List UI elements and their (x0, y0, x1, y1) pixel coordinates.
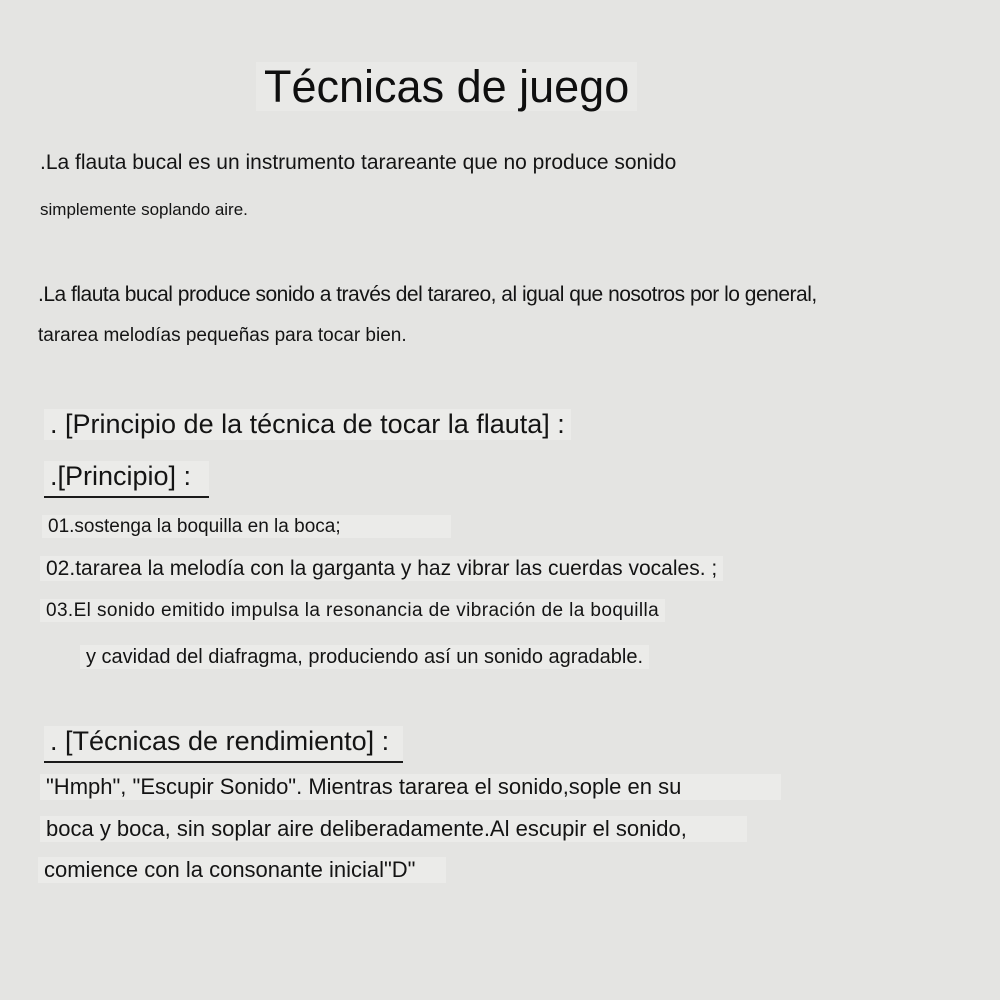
performance-section-heading: . [Técnicas de rendimiento] : (44, 726, 403, 763)
principle-section-heading: . [Principio de la técnica de tocar la flauta] : (44, 409, 571, 440)
page-title: Técnicas de juego (256, 62, 637, 111)
performance-text-line-2: boca y boca, sin soplar aire deliberadamente.Al escupir el sonido, (40, 816, 747, 842)
intro-paragraph-1-line-2: simplemente soplando aire. (40, 200, 248, 219)
intro-paragraph-2-line-1: .La flauta bucal produce sonido a través del tarareo, al igual que nosotros por lo general, (38, 283, 817, 306)
performance-text-line-3: comience con la consonante inicial"D" (38, 857, 446, 883)
performance-text-line-1: "Hmph", "Escupir Sonido". Mientras tararea el sonido,sople en su (40, 774, 781, 800)
intro-paragraph-1-line-1: .La flauta bucal es un instrumento tarareante que no produce sonido (40, 151, 677, 174)
principle-subheading: .[Principio] : (44, 461, 209, 498)
intro-paragraph-2-line-2: tararea melodías pequeñas para tocar bien. (38, 325, 407, 346)
principle-step-2: 02.tararea la melodía con la garganta y haz vibrar las cuerdas vocales. ; (40, 556, 723, 581)
principle-step-3-line-1: 03.El sonido emitido impulsa la resonancia de vibración de la boquilla (40, 599, 665, 622)
principle-step-1: 01.sostenga la boquilla en la boca; (42, 515, 451, 538)
principle-step-3-line-2: y cavidad del diafragma, produciendo así un sonido agradable. (80, 645, 649, 669)
